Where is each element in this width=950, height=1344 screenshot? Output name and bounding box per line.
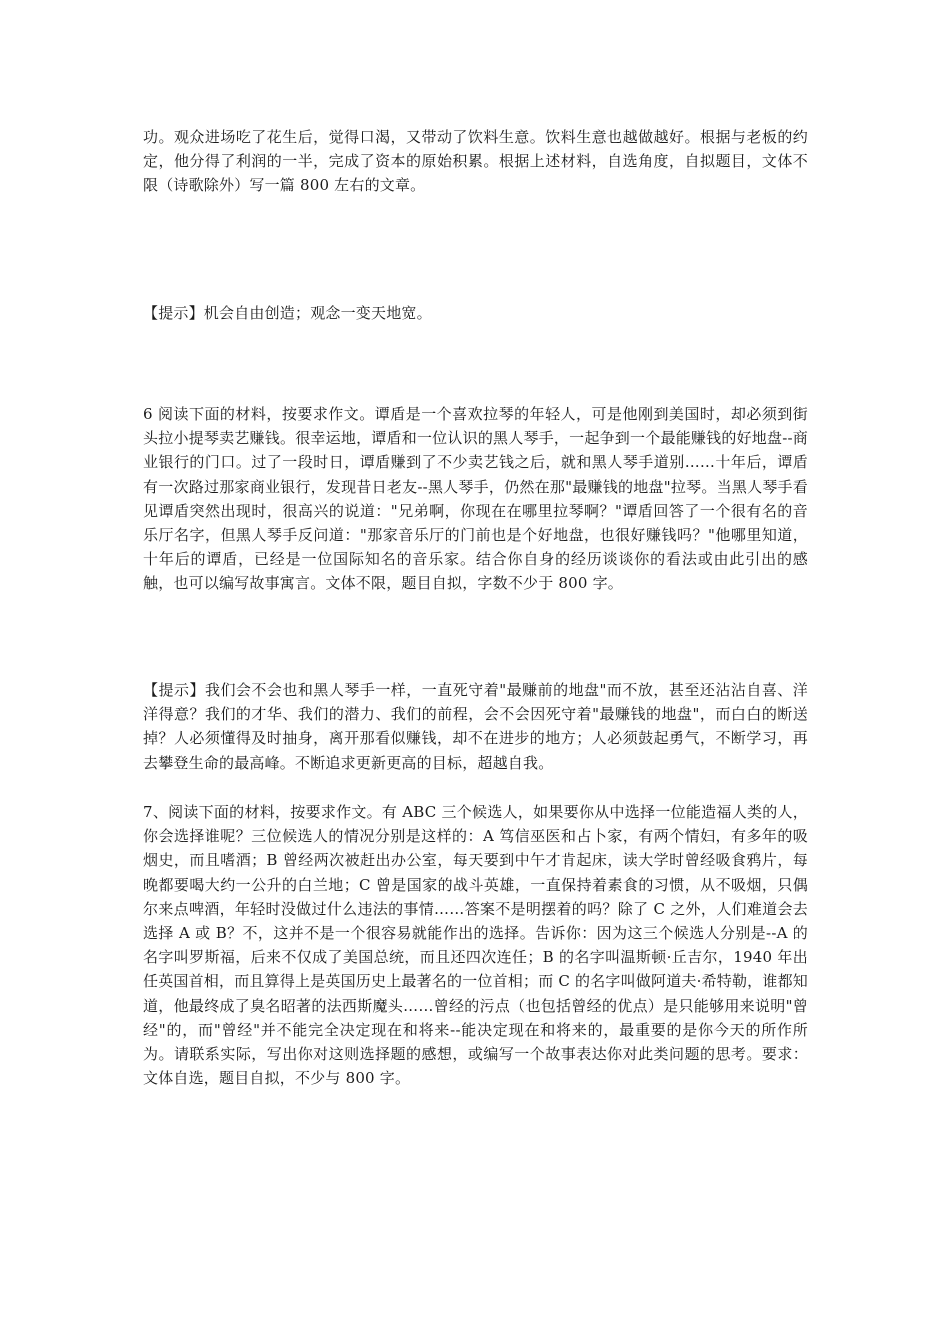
hint-paragraph-2: 【提示】我们会不会也和黑人琴手一样，一直死守着"最赚前的地盘"而不放，甚至还沾沾自喜、洋洋得意？我们的才华、我们的潜力、我们的前程，会不会因死守着"最赚钱的地盘"，而白白的断送掉？人必须懂得及时抽身，离开那看似赚钱，却不在进步的地方；人必须鼓起勇气，不断学习，再去攀登生命的最高峰。不断追求更新更高的目标，超越自我。 — [143, 681, 808, 772]
question-6-paragraph: 6 阅读下面的材料，按要求作文。谭盾是一个喜欢拉琴的年轻人，可是他刚到美国时，却必须到街头拉小提琴卖艺赚钱。很幸运地，谭盾和一位认识的黑人琴手，一起争到一个最能赚钱的好地盘--商业银行的门口。过了一段时日，谭盾赚到了不少卖艺钱之后，就和黑人琴手道别……十年后，谭盾有一次路过那家商业银行，发现昔日老友--黑人琴手，仍然在那"最赚钱的地盘"拉琴。当黑人琴手看见谭盾突然出现时，很高兴的说道："兄弟啊，你现在在哪里拉琴啊？"谭盾回答了一个很有名的音乐厅名字，但黑人琴手反问道："那家音乐厅的门前也是个好地盘，也很好赚钱吗？"他哪里知道，十年后的谭盾，已经是一位国际知名的音乐家。结合你自身的经历谈谈你的看法或由此引出的感触，也可以编写故事寓言。文体不限，题目自拟，字数不少于 800 字。 — [143, 405, 808, 593]
hint-paragraph-1: 【提示】机会自由创造；观念一变天地宽。 — [143, 304, 432, 322]
question-7-paragraph: 7、阅读下面的材料，按要求作文。有 ABC 三个候选人，如果要你从中选择一位能造福人类的人，你会选择谁呢？三位候选人的情况分别是这样的：A 笃信巫医和占卜家，有两个情妇，有多年的吸烟史，而且嗜酒；B 曾经两次被赶出办公室，每天要到中午才肯起床，读大学时曾经吸食鸦片，每晚都要喝大约一公升的白兰地；C 曾是国家的战斗英雄，一直保持着素食的习惯，从不吸烟，只偶尔来点啤酒，年轻时没做过什么违法的事情……答案不是明摆着的吗？除了 C 之外，人们难道会去选择 A 或 B？不，这并不是一个很容易就能作出的选择。告诉你：因为这三个候选人分别是--A 的名字叫罗斯福，后来不仅成了美国总统，而且还四次连任；B 的名字叫温斯顿·丘吉尔，1940 年出任英国首相，而且算得上是英国历史上最著名的一位首相；而 C 的名字叫做阿道夫·希特勒，谁都知道，他最终成了臭名昭著的法西斯魔头……曾经的污点（也包括曾经的优点）是只能够用来说明"曾经"的，而"曾经"并不能完全决定现在和将来--能决定现在和将来的，最重要的是你今天的所作所为。请联系实际，写出你对这则选择题的感想，或编写一个故事表达你对此类问题的思考。要求：文体自选，题目自拟，不少与 800 字。 — [143, 803, 808, 1088]
intro-continuation-paragraph: 功。观众进场吃了花生后，觉得口渴，又带动了饮料生意。饮料生意也越做越好。根据与老板的约定，他分得了利润的一半，完成了资本的原始积累。根据上述材料，自选角度，自拟题目，文体不限（诗歌除外）写一篇 800 左右的文章。 — [143, 128, 808, 195]
